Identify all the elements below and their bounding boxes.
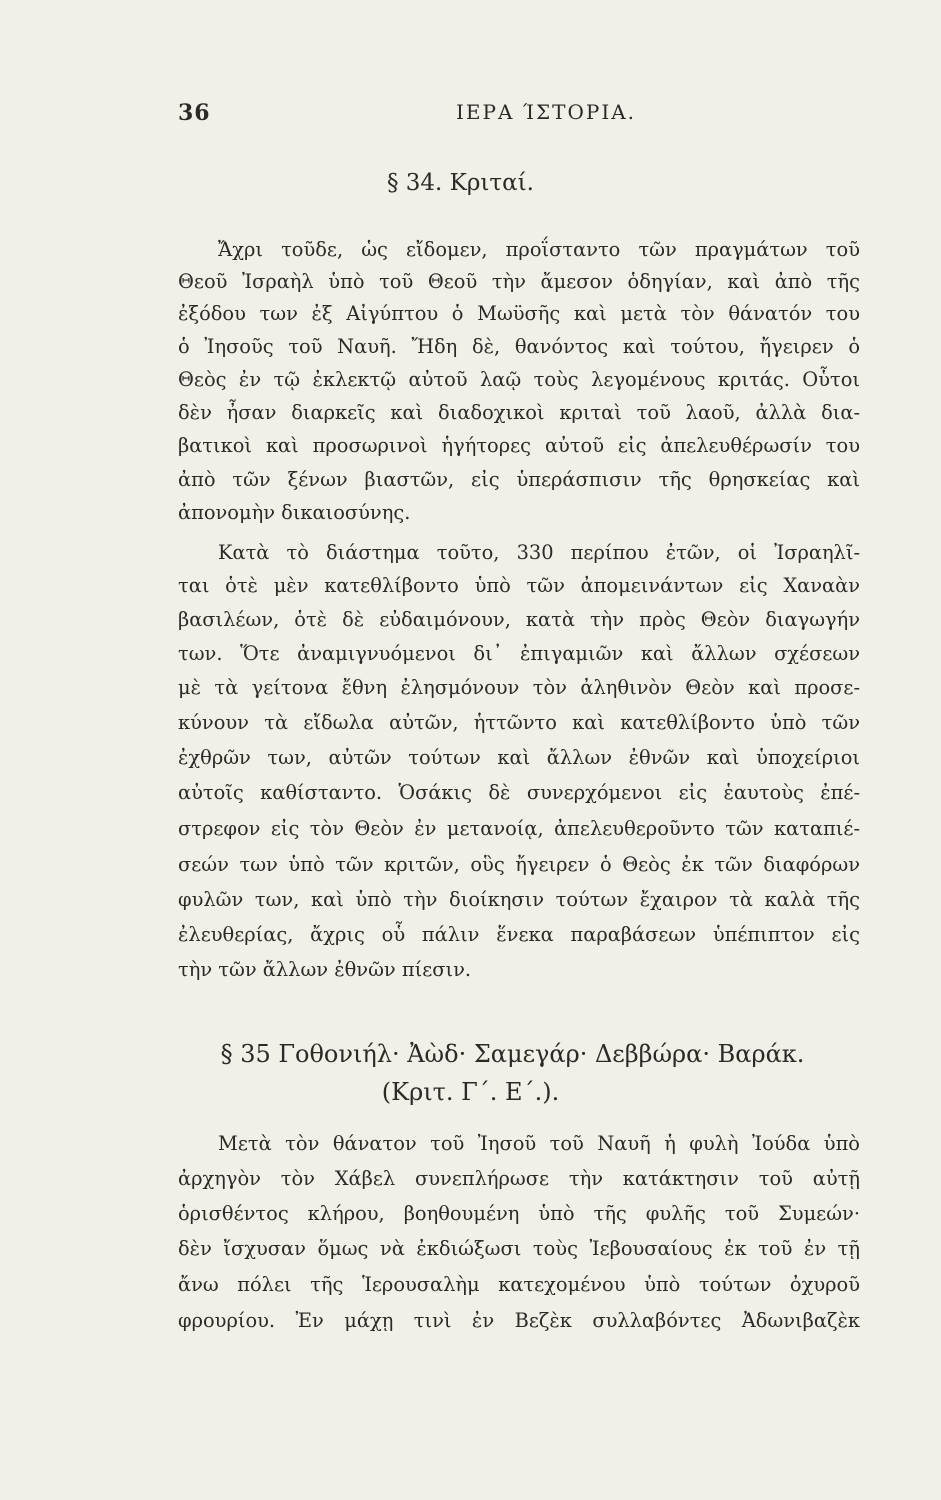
text-line: Θεοῦ Ἰσραὴλ ὑπὸ τοῦ Θεοῦ τὴν ἄμεσον ὁδηγίαν, καὶ ἀπὸ τῆς bbox=[178, 270, 860, 293]
text-line: Ἄχρι τοῦδε, ὡς εἴδομεν, προΐσταντο τῶν πραγμάτων τοῦ bbox=[218, 238, 860, 261]
section-34-heading: § 34. Κριταί. bbox=[386, 170, 534, 196]
text-line: Κατὰ τὸ διάστημα τοῦτο, 330 περίπου ἐτῶν, οἱ Ἰσραηλῖ- bbox=[218, 541, 860, 564]
text-line: ὁ Ἰησοῦς τοῦ Ναυῆ. Ἤδη δὲ, θανόντος καὶ τούτου, ἤγειρεν ὁ bbox=[178, 335, 860, 358]
text-line: μὲ τὰ γείτονα ἔθνη ἐλησμόνουν τὸν ἀληθινὸν Θεὸν καὶ προσε- bbox=[178, 676, 860, 699]
section-35-subheading: (Κριτ. Γ΄. Ε΄.). bbox=[381, 1078, 560, 1106]
text-line: δὲν ἦσαν διαρκεῖς καὶ διαδοχικοὶ κριταὶ τοῦ λαοῦ, ἀλλὰ δια- bbox=[178, 401, 860, 424]
text-line: φυλῶν των, καὶ ὑπὸ τὴν διοίκησιν τούτων ἔχαιρον τὰ καλὰ τῆς bbox=[178, 888, 860, 911]
text-line: αὐτοῖς καθίσταντο. Ὁσάκις δὲ συνερχόμενοι εἰς ἑαυτοὺς ἐπέ- bbox=[178, 781, 860, 804]
text-line: ἀπὸ τῶν ξένων βιαστῶν, εἰς ὑπεράσπισιν τῆς θρησκείας καὶ bbox=[178, 468, 860, 491]
text-line: σεών των ὑπὸ τῶν κριτῶν, οὓς ἤγειρεν ὁ Θεὸς ἐκ τῶν διαφόρων bbox=[178, 853, 860, 876]
text-line: ἐλευθερίας, ἄχρις οὗ πάλιν ἕνεκα παραβάσεων ὑπέπιπτον εἰς bbox=[178, 923, 860, 946]
page-number: 36 bbox=[178, 100, 211, 126]
text-line: Θεὸς ἐν τῷ ἐκλεκτῷ αὐτοῦ λαῷ τοὺς λεγομένους κριτάς. Οὗτοι bbox=[178, 368, 860, 391]
text-line: κύνουν τὰ εἴδωλα αὐτῶν, ἡττῶντο καὶ κατεθλίβοντο ὑπὸ τῶν bbox=[178, 711, 860, 734]
section-35-heading: § 35 Γοθονιήλ· Ἀὼδ· Σαμεγάρ· Δεββώρα· Βαράκ. bbox=[220, 1040, 805, 1068]
running-title: ΙΕΡΑ ΊΣΤΟΡΙΑ. bbox=[456, 100, 637, 124]
text-line: βατικοὶ καὶ προσωρινοὶ ἡγήτορες αὐτοῦ εἰς ἀπελευθέρωσίν του bbox=[178, 434, 860, 457]
text-line: δὲν ἴσχυσαν ὅμως νὰ ἐκδιώξωσι τοὺς Ἰεβουσαίους ἐκ τοῦ ἐν τῇ bbox=[178, 1237, 860, 1260]
text-line: ται ὁτὲ μὲν κατεθλίβοντο ὑπὸ τῶν ἀπομεινάντων εἰς Χαναὰν bbox=[178, 574, 860, 597]
text-line: ὁρισθέντος κλήρου, βοηθουμένη ὑπὸ τῆς φυλῆς τοῦ Συμεών· bbox=[178, 1202, 860, 1225]
running-head bbox=[178, 100, 858, 134]
text-line: ἐχθρῶν των, αὐτῶν τούτων καὶ ἄλλων ἐθνῶν καὶ ὑποχείριοι bbox=[178, 746, 860, 769]
text-line: ἄνω πόλει τῆς Ἱερουσαλὴμ κατεχομένου ὑπὸ τούτων ὀχυροῦ bbox=[178, 1273, 860, 1296]
text-line: ἀπονομὴν δικαιοσύνης. bbox=[178, 501, 411, 524]
text-line: ἐξόδου των ἐξ Αἰγύπτου ὁ Μωϋσῆς καὶ μετὰ τὸν θάνατόν του bbox=[178, 302, 860, 325]
text-line: φρουρίου. Ἐν μάχῃ τινὶ ἐν Βεζὲκ συλλαβόντες Ἀδωνιβαζὲκ bbox=[178, 1309, 860, 1332]
text-line: βασιλέων, ὁτὲ δὲ εὐδαιμόνουν, κατὰ τὴν πρὸς Θεὸν διαγωγήν bbox=[178, 608, 860, 631]
text-line: των. Ὅτε ἀναμιγνυόμενοι δι᾿ ἐπιγαμιῶν καὶ ἄλλων σχέσεων bbox=[178, 642, 860, 665]
text-line: τὴν τῶν ἄλλων ἐθνῶν πίεσιν. bbox=[178, 958, 472, 981]
text-line: ἀρχηγὸν τὸν Χάβελ συνεπλήρωσε τὴν κατάκτησιν τοῦ αὐτῇ bbox=[178, 1167, 860, 1190]
text-line: στρεφον εἰς τὸν Θεὸν ἐν μετανοίᾳ, ἀπελευθεροῦντο τῶν καταπιέ- bbox=[178, 817, 860, 840]
text-line: Μετὰ τὸν θάνατον τοῦ Ἰησοῦ τοῦ Ναυῆ ἡ φυλὴ Ἰούδα ὑπὸ bbox=[218, 1132, 860, 1155]
